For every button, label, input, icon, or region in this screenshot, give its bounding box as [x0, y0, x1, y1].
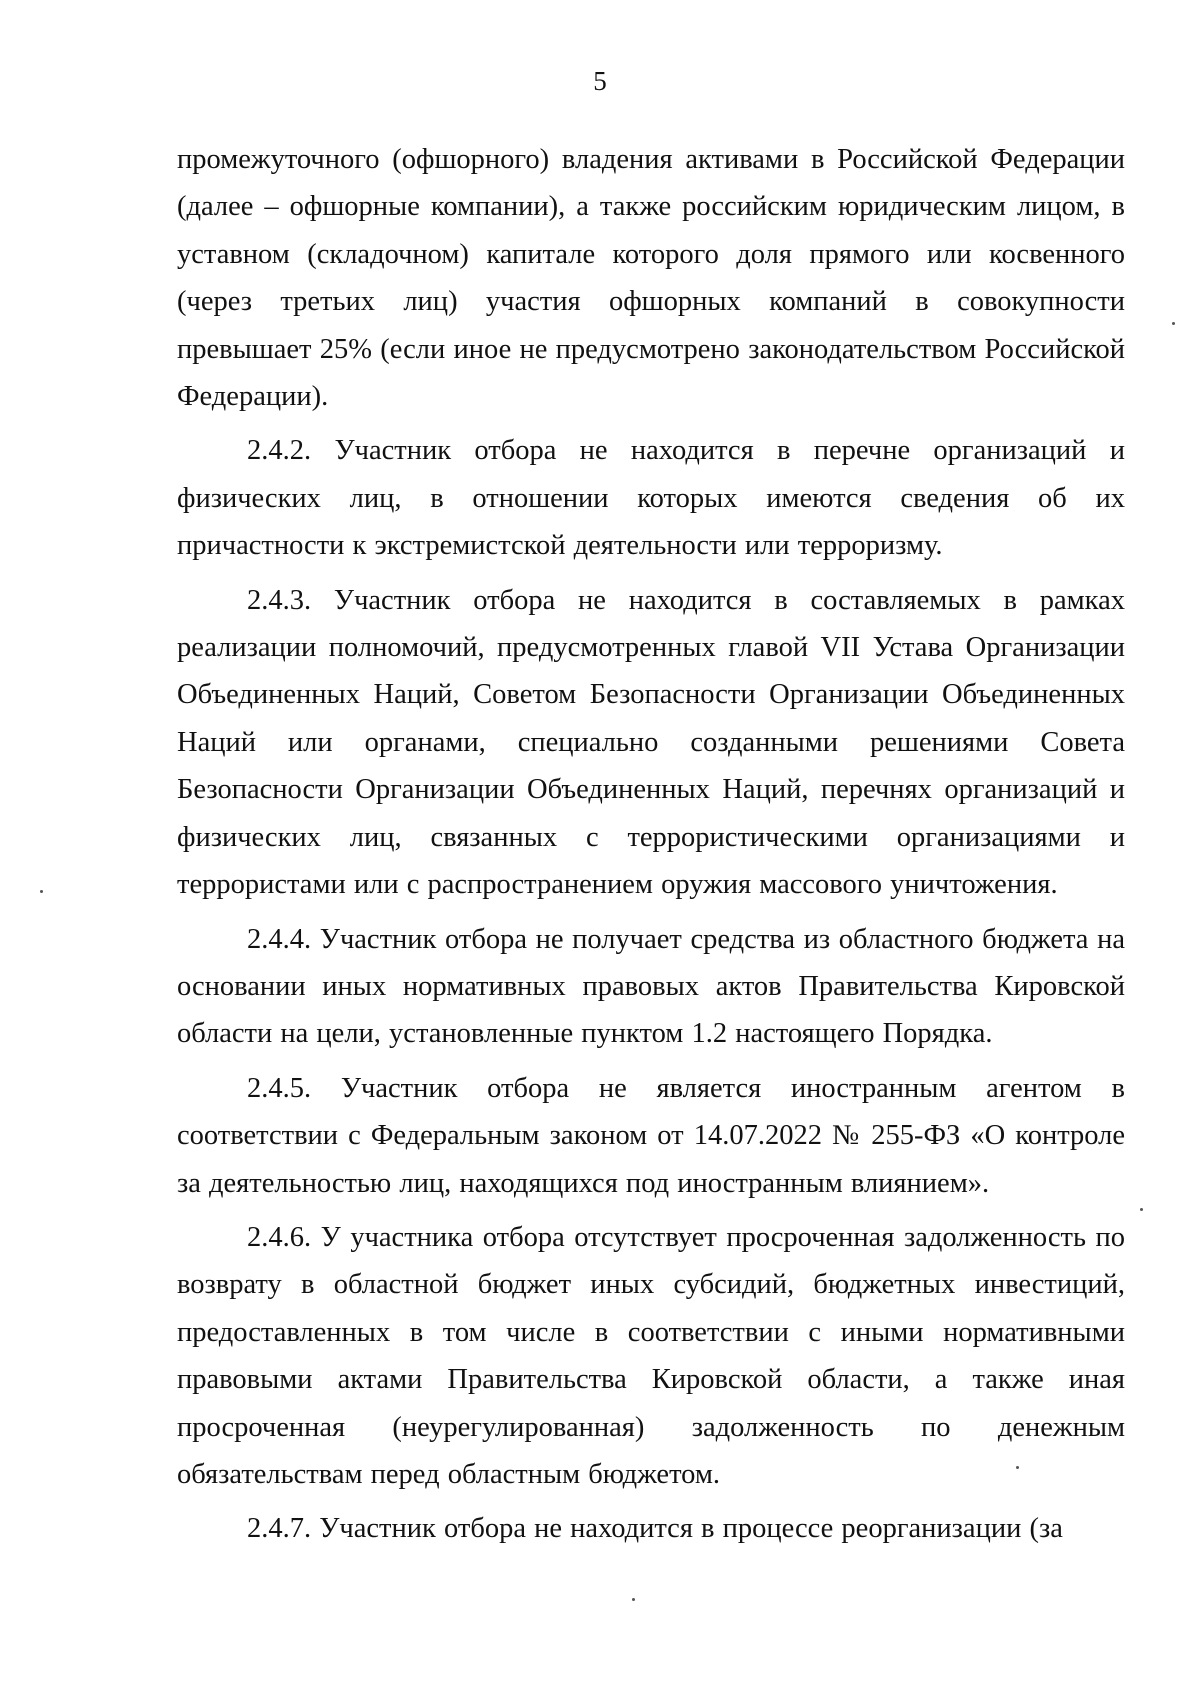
scan-speck — [632, 1598, 635, 1601]
document-body — [177, 136, 1125, 1553]
scan-speck — [1140, 1208, 1143, 1211]
paragraph-2-4-3: 2.4.3. Участник отбора не находится в составляемых в рамках реализации полномочий, предусмотренных главой VII Устава Организации Объединенных Наций, Советом Безопасности Организации Объединенных Наций или органами, специально созданными решениями Совета Безопасности Организации Объединенных Наций, перечнях организаций и физических лиц, связанных с террористическими организациями и террористами или с распространением оружия массового уничтожения. — [177, 584, 1125, 901]
scan-speck — [1016, 1466, 1019, 1469]
paragraph-offshore-continuation: промежуточного (офшорного) владения активами в Российской Федерации (далее – офшорные компании), а также российским юридическим лицом, в уставном (складочном) капитале которого доля прямого или косвенного (через третьих лиц) участия офшорных компаний в совокупности превышает 25% (если иное не предусмотрено законодательством Российской Федерации). — [177, 144, 1125, 413]
paragraph-2-4-7: 2.4.7. Участник отбора не находится в процессе реорганизации (за — [247, 1513, 1063, 1545]
page-number: 5 — [593, 66, 607, 96]
paragraph-2-4-5: 2.4.5. Участник отбора не является иностранным агентом в соответствии с Федеральным законом от 14.07.2022 № 255-ФЗ «О контроле за деятельностью лиц, находящихся под иностранным влиянием». — [177, 1072, 1125, 1199]
scan-speck — [1172, 322, 1175, 325]
scan-speck — [40, 890, 43, 893]
paragraph-2-4-4: 2.4.4. Участник отбора не получает средства из областного бюджета на основании иных нормативных правовых актов Правительства Кировской области на цели, установленные пунктом 1.2 настоящего Порядка. — [177, 923, 1125, 1050]
paragraph-2-4-6: 2.4.6. У участника отбора отсутствует просроченная задолженность по возврату в областной бюджет иных субсидий, бюджетных инвестиций, предоставленных в том числе в соответствии с иными нормативными правовыми актами Правительства Кировской области, а также иная просроченная (неурегулированная) задолженность по денежным обязательствам перед областным бюджетом. — [177, 1221, 1125, 1490]
paragraph-2-4-2: 2.4.2. Участник отбора не находится в перечне организаций и физических лиц, в отношении которых имеются сведения об их причастности к экстремистской деятельности или терроризму. — [177, 435, 1125, 562]
